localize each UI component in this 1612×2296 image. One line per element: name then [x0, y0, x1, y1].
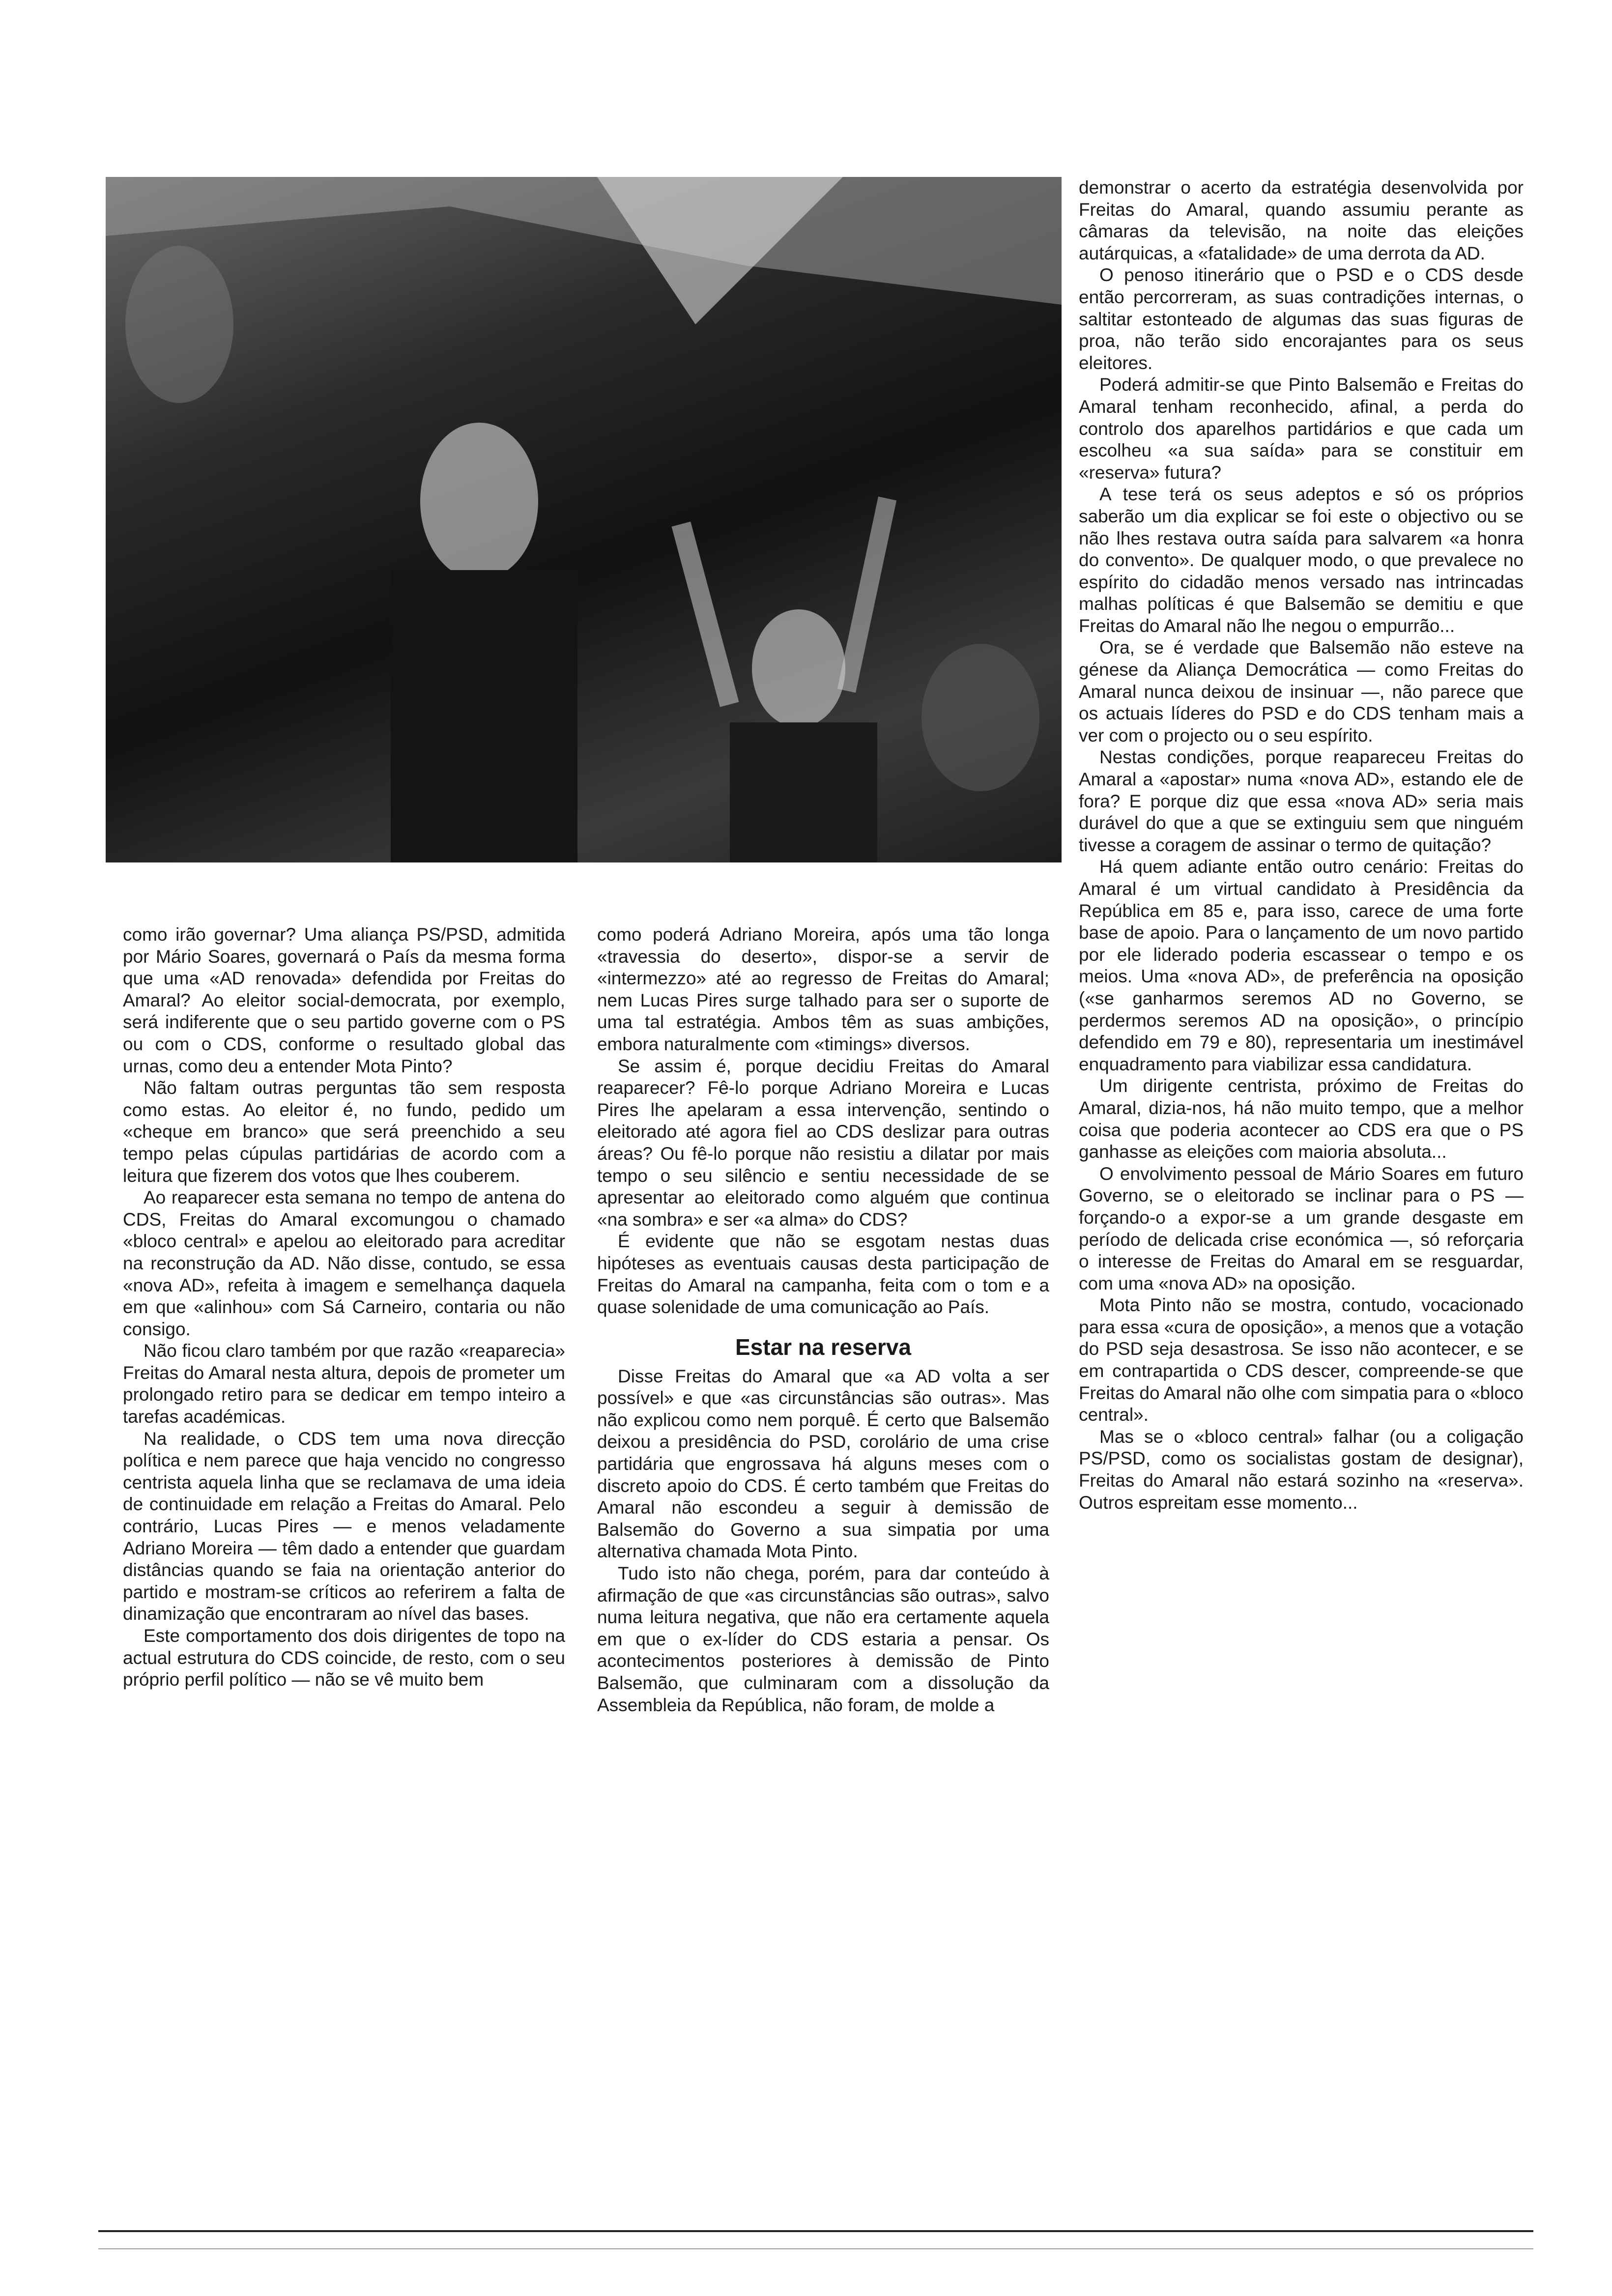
paragraph: Não ficou claro também por que razão «reaparecia» Freitas do Amaral nesta altura, depois de prometer um prolongado retiro para se dedicar em tempo inteiro a tarefas académicas. — [123, 1341, 565, 1427]
paragraph: Poderá admitir-se que Pinto Balsemão e Freitas do Amaral tenham reconhecido, afinal, a perda do controlo dos aparelhos partidários e que cada um escolheu «a sua saída» para se constituir em «reserva» futura? — [1079, 374, 1524, 483]
paragraph: Mas se o «bloco central» falhar (ou a coligação PS/PSD, como os socialistas gostam de designar), Freitas do Amaral não estará sozinho na «reserva». Outros espreitam esse momento... — [1079, 1426, 1524, 1513]
paragraph: como poderá Adriano Moreira, após uma tão longa «travessia do deserto», dispor-se a servir de «intermezzo» até ao regresso de Freitas do Amaral; nem Lucas Pires surge talhado para ser o suporte de uma tal estratégia. Ambos têm as suas ambições, embora naturalmente com «timings» diversos. — [597, 924, 1049, 1054]
paragraph: O penoso itinerário que o PSD e o CDS desde então percorreram, as suas contradições internas, o saltitar estonteado de algumas das suas figuras de proa, não terão sido encorajantes para os seus eleitores. — [1079, 265, 1524, 373]
paragraph: Não faltam outras perguntas tão sem resposta como estas. Ao eleitor é, no fundo, pedido um «cheque em branco» que será preenchido a seu tempo pelas cúpulas partidárias de acordo com a leitura que fizerem dos votos que lhes couberem. — [123, 1078, 565, 1186]
paragraph: Na realidade, o CDS tem uma nova direcção política e nem parece que haja vencido no congresso centrista aquela linha que se reclamava de uma ideia de continuidade em relação a Freitas do Amaral. Pelo contrário, Lucas Pires — e menos veladamente Adriano Moreira — têm dado a entender que guardam distâncias quando se faia na orientação anterior do partido e mostram-se críticos ao referirem a falta de dinamização que encontraram ao nível das bases. — [123, 1428, 565, 1624]
news-photo — [106, 177, 1062, 862]
paragraph: demonstrar o acerto da estratégia desenvolvida por Freitas do Amaral, quando assumiu perante as câmaras da televisão, na noite das eleições autárquicas, a «fatalidade» de uma derrota da AD. — [1079, 177, 1524, 263]
paragraph: Há quem adiante então outro cenário: Freitas do Amaral é um virtual candidato à Presidência da República em 85 e, para isso, carece de uma forte base de apoio. Para o lançamento de um novo partido por ele liderado poderia escassear o tempo e os meios. Uma «nova AD», de preferência na oposição («se ganharmos seremos AD no Governo, se perdermos seremos AD na oposição», o princípio defendido em 79 e 80), representaria um inestimável enquadramento para viabilizar essa candidatura. — [1079, 857, 1524, 1074]
paragraph: Nestas condições, porque reapareceu Freitas do Amaral a «apostar» numa «nova AD», estando ele de fora? E porque diz que essa «nova AD» seria mais durável do que a que se extinguiu sem que ninguém tivesse a coragem de assinar o termo de quitação? — [1079, 747, 1524, 855]
paragraph: Um dirigente centrista, próximo de Freitas do Amaral, dizia-nos, há não muito tempo, que a melhor coisa que poderia acontecer ao CDS era que o PS ganhasse as eleições com maioria absoluta... — [1079, 1076, 1524, 1162]
article-column-right — [1079, 177, 1524, 2216]
paragraph: Disse Freitas do Amaral que «a AD volta a ser possível» e que «as circunstâncias são outras». Mas não explicou como nem porquê. É certo que Balsemão deixou a presidência do PSD, corolário de uma crise partidária que engrossava há alguns meses com o discreto apoio do CDS. É certo também que Freitas do Amaral não escondeu a seguir à demissão de Balsemão do Governo a sua simpatia por uma alternativa chamada Mota Pinto. — [597, 1366, 1049, 1562]
paragraph: A tese terá os seus adeptos e só os próprios saberão um dia explicar se foi este o objectivo ou se não lhes restava outra saída para salvarem «a honra do convento». De qualquer modo, o que prevalece no espírito do cidadão menos versado nas intrincadas malhas políticas é que Balsemão se demitiu e que Freitas do Amaral não lhe negou o empurrão... — [1079, 484, 1524, 636]
paragraph: como irão governar? Uma aliança PS/PSD, admitida por Mário Soares, governará o País da mesma forma que uma «AD renovada» defendida por Freitas do Amaral? Ao eleitor social-democrata, por exemplo, será indiferente que o seu partido governe com o PS ou com o CDS, conforme o resultado global das urnas, como deu a entender Mota Pinto? — [123, 924, 565, 1076]
bottom-rule-thin — [98, 2248, 1533, 2249]
section-subheading: Estar na reserva — [735, 1334, 912, 1360]
paragraph: Ora, se é verdade que Balsemão não esteve na génese da Aliança Democrática — como Freitas do Amaral nunca deixou de insinuar —, não parece que os actuais líderes do PSD e do CDS tenham mais a ver com o projecto ou o seu espírito. — [1079, 637, 1524, 746]
paragraph: O envolvimento pessoal de Mário Soares em futuro Governo, se o eleitorado se inclinar para o PS — forçando-o a expor-se a um grande desgaste em período de delicada crise económica —, só reforçaria o interesse de Freitas do Amaral em se resguardar, com uma «nova AD» na oposição. — [1079, 1163, 1524, 1293]
paragraph: Se assim é, porque decidiu Freitas do Amaral reaparecer? Fê-lo porque Adriano Moreira e Lucas Pires lhe apelaram a essa intervenção, sentindo o eleitorado até agora fiel ao CDS deslizar para outras áreas? Ou fê-lo porque não resistiu a dilatar por mais tempo o seu silêncio e sentiu necessidade de se apresentar ao eleitorado como alguém que continua «na sombra» e ser «a alma» do CDS? — [597, 1056, 1049, 1230]
article-column-middle — [597, 924, 1049, 2211]
photo-icon — [106, 177, 1062, 862]
paragraph: Este comportamento dos dois dirigentes de topo na actual estrutura do CDS coincide, de resto, com o seu próprio perfil político — não se vê muito bem — [123, 1626, 565, 1690]
paragraph: Ao reaparecer esta semana no tempo de antena do CDS, Freitas do Amaral excomungou o chamado «bloco central» e apelou ao eleitorado para acreditar na reconstrução da AD. Não disse, contudo, se essa «nova AD», refeita à imagem e semelhança daquela em que «alinhou» com Sá Carneiro, contaria ou não consigo. — [123, 1187, 565, 1339]
paragraph: Mota Pinto não se mostra, contudo, vocacionado para essa «cura de oposição», a menos que a votação do PSD seja desastrosa. Se isso não acontecer, e se em contrapartida o CDS descer, compreende-se que Freitas do Amaral não olhe com simpatia para o «bloco central». — [1079, 1295, 1524, 1425]
paragraph: É evidente que não se esgotam nestas duas hipóteses as eventuais causas desta participação de Freitas do Amaral na campanha, feita com o tom e a quase solenidade de uma comunicação ao País. — [597, 1231, 1049, 1318]
paragraph: Tudo isto não chega, porém, para dar conteúdo à afirmação de que «as circunstâncias são outras», salvo numa leitura negativa, que não era certamente aquela em que o ex-líder do CDS estaria a pensar. Os acontecimentos posteriores à demissão de Pinto Balsemão, que culminaram com a dissolução da Assembleia da República, não foram, de molde a — [597, 1563, 1049, 1715]
bottom-rule — [98, 2230, 1533, 2232]
article-column-left — [123, 924, 565, 2211]
